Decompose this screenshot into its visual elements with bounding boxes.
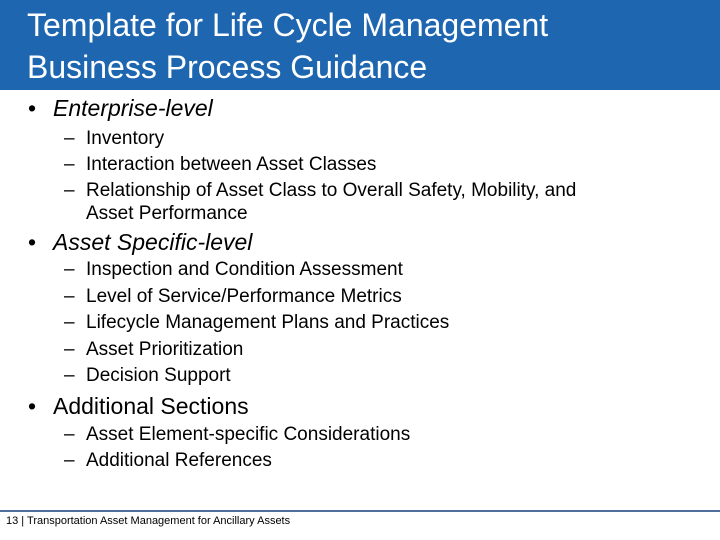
- list-item-text: Asset Element-specific Considerations: [86, 424, 411, 445]
- list-item-text: Decision Support: [86, 365, 231, 386]
- list-item-text: Inspection and Condition Assessment: [86, 259, 403, 280]
- list-item-text: Relationship of Asset Class to Overall Safety, Mobility, and: [86, 180, 577, 201]
- list-item-text: Inventory: [86, 128, 165, 149]
- dash-icon: –: [64, 259, 75, 280]
- list-item-text: Level of Service/Performance Metrics: [86, 286, 402, 307]
- bullet-icon: •: [28, 393, 37, 419]
- list-item-text: Additional References: [86, 450, 272, 471]
- dash-icon: –: [64, 365, 75, 386]
- slide-footer: 13 | Transportation Asset Management for Ancillary Assets: [6, 515, 291, 527]
- section-heading-text: Enterprise-level: [53, 95, 213, 121]
- dash-icon: –: [64, 450, 75, 471]
- dash-icon: –: [64, 128, 75, 149]
- dash-icon: –: [64, 312, 75, 333]
- dash-icon: –: [64, 180, 75, 201]
- section-heading-text: Additional Sections: [53, 393, 249, 419]
- dash-icon: –: [64, 154, 75, 175]
- list-item-text: Asset Performance: [86, 203, 248, 224]
- list-item-text: Interaction between Asset Classes: [86, 154, 377, 175]
- footer-divider: [0, 510, 720, 512]
- bullet-icon: •: [28, 95, 37, 121]
- dash-icon: –: [64, 424, 75, 445]
- dash-icon: –: [64, 339, 75, 360]
- list-item-text: Lifecycle Management Plans and Practices: [86, 312, 450, 333]
- slide-title-line-1: Template for Life Cycle Management: [27, 7, 549, 43]
- dash-icon: –: [64, 286, 75, 307]
- slide-title-line-2: Business Process Guidance: [27, 49, 428, 85]
- list-item-text: Asset Prioritization: [86, 339, 244, 360]
- section-heading-text: Asset Specific-level: [53, 229, 253, 255]
- bullet-icon: •: [28, 229, 37, 255]
